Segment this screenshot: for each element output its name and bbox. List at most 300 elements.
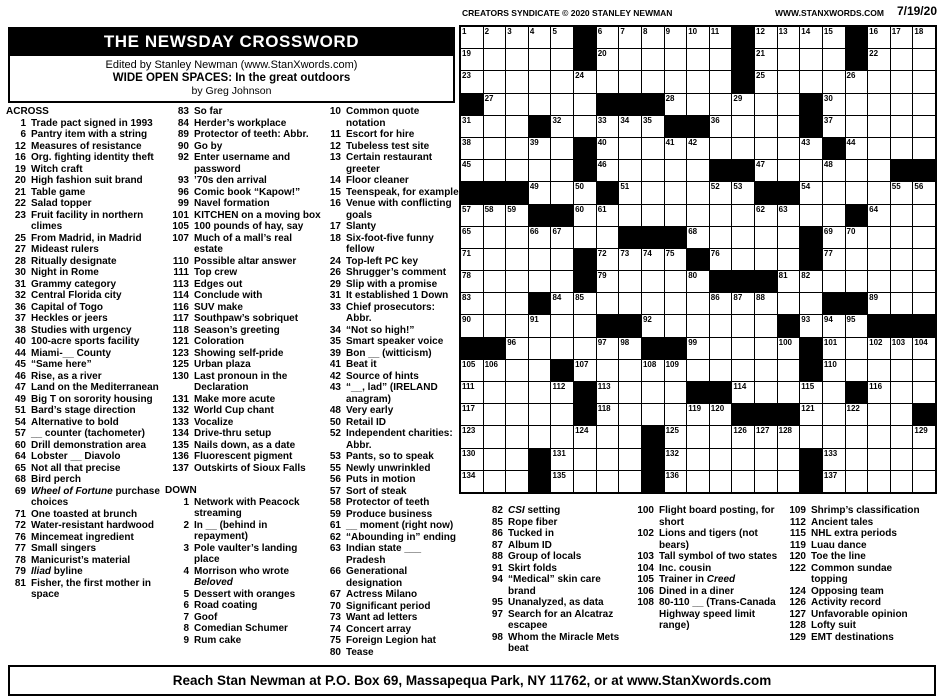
grid-cell[interactable] <box>823 360 845 381</box>
grid-cell[interactable] <box>800 160 822 181</box>
grid-cell[interactable] <box>642 205 664 226</box>
grid-cell[interactable] <box>574 426 596 447</box>
grid-cell[interactable] <box>619 293 641 314</box>
grid-cell[interactable] <box>823 315 845 336</box>
grid-cell[interactable] <box>551 27 573 48</box>
grid-cell[interactable] <box>710 205 732 226</box>
grid-cell[interactable] <box>710 116 732 137</box>
grid-cell[interactable] <box>551 49 573 70</box>
grid-cell[interactable] <box>846 449 868 470</box>
grid-cell[interactable] <box>778 338 800 359</box>
grid-cell[interactable] <box>732 338 754 359</box>
grid-cell[interactable] <box>597 338 619 359</box>
grid-cell[interactable] <box>597 116 619 137</box>
grid-cell[interactable] <box>551 293 573 314</box>
grid-cell[interactable] <box>868 49 890 70</box>
grid-cell[interactable] <box>778 205 800 226</box>
grid-cell[interactable] <box>755 160 777 181</box>
grid-cell[interactable] <box>823 49 845 70</box>
grid-cell[interactable] <box>461 382 483 403</box>
grid-cell[interactable] <box>868 160 890 181</box>
grid-cell[interactable] <box>732 116 754 137</box>
grid-cell[interactable] <box>823 182 845 203</box>
grid-cell[interactable] <box>665 293 687 314</box>
grid-cell[interactable] <box>846 94 868 115</box>
grid-cell[interactable] <box>619 160 641 181</box>
grid-cell[interactable] <box>732 293 754 314</box>
grid-cell[interactable] <box>846 404 868 425</box>
grid-cell[interactable] <box>732 138 754 159</box>
grid-cell[interactable] <box>913 27 935 48</box>
grid-cell[interactable] <box>597 205 619 226</box>
grid-cell[interactable] <box>891 94 913 115</box>
grid-cell[interactable] <box>506 293 528 314</box>
grid-cell[interactable] <box>665 404 687 425</box>
grid-cell[interactable] <box>619 205 641 226</box>
grid-cell[interactable] <box>732 249 754 270</box>
grid-cell[interactable] <box>619 360 641 381</box>
grid-cell[interactable] <box>891 27 913 48</box>
grid-cell[interactable] <box>913 182 935 203</box>
grid-cell[interactable] <box>597 271 619 292</box>
grid-cell[interactable] <box>710 138 732 159</box>
grid-cell[interactable] <box>846 249 868 270</box>
grid-cell[interactable] <box>642 49 664 70</box>
grid-cell[interactable] <box>891 271 913 292</box>
grid-cell[interactable] <box>484 449 506 470</box>
grid-cell[interactable] <box>755 293 777 314</box>
grid-cell[interactable] <box>574 182 596 203</box>
grid-cell[interactable] <box>551 138 573 159</box>
grid-cell[interactable] <box>642 249 664 270</box>
grid-cell[interactable] <box>778 227 800 248</box>
grid-cell[interactable] <box>551 315 573 336</box>
grid-cell[interactable] <box>823 449 845 470</box>
grid-cell[interactable] <box>913 249 935 270</box>
grid-cell[interactable] <box>551 116 573 137</box>
grid-cell[interactable] <box>461 116 483 137</box>
grid-cell[interactable] <box>868 449 890 470</box>
grid-cell[interactable] <box>529 315 551 336</box>
grid-cell[interactable] <box>597 382 619 403</box>
grid-cell[interactable] <box>551 426 573 447</box>
grid-cell[interactable] <box>732 426 754 447</box>
grid-cell[interactable] <box>913 338 935 359</box>
grid-cell[interactable] <box>506 49 528 70</box>
grid-cell[interactable] <box>823 227 845 248</box>
grid-cell[interactable] <box>913 227 935 248</box>
grid-cell[interactable] <box>868 227 890 248</box>
grid-cell[interactable] <box>800 293 822 314</box>
grid-cell[interactable] <box>755 360 777 381</box>
grid-cell[interactable] <box>484 71 506 92</box>
grid-cell[interactable] <box>484 94 506 115</box>
grid-cell[interactable] <box>461 160 483 181</box>
grid-cell[interactable] <box>846 360 868 381</box>
grid-cell[interactable] <box>506 404 528 425</box>
grid-cell[interactable] <box>846 271 868 292</box>
grid-cell[interactable] <box>755 227 777 248</box>
grid-cell[interactable] <box>506 138 528 159</box>
grid-cell[interactable] <box>642 116 664 137</box>
grid-cell[interactable] <box>800 27 822 48</box>
grid-cell[interactable] <box>687 138 709 159</box>
grid-cell[interactable] <box>506 94 528 115</box>
grid-cell[interactable] <box>846 71 868 92</box>
grid-cell[interactable] <box>574 338 596 359</box>
grid-cell[interactable] <box>484 315 506 336</box>
grid-cell[interactable] <box>506 27 528 48</box>
grid-cell[interactable] <box>913 449 935 470</box>
grid-cell[interactable] <box>619 471 641 492</box>
grid-cell[interactable] <box>710 27 732 48</box>
grid-cell[interactable] <box>484 227 506 248</box>
grid-cell[interactable] <box>891 49 913 70</box>
grid-cell[interactable] <box>868 271 890 292</box>
grid-cell[interactable] <box>687 205 709 226</box>
grid-cell[interactable] <box>529 94 551 115</box>
grid-cell[interactable] <box>710 404 732 425</box>
grid-cell[interactable] <box>687 426 709 447</box>
grid-cell[interactable] <box>823 160 845 181</box>
grid-cell[interactable] <box>891 360 913 381</box>
grid-cell[interactable] <box>665 271 687 292</box>
grid-cell[interactable] <box>551 271 573 292</box>
grid-cell[interactable] <box>506 71 528 92</box>
grid-cell[interactable] <box>868 138 890 159</box>
grid-cell[interactable] <box>665 471 687 492</box>
grid-cell[interactable] <box>732 360 754 381</box>
grid-cell[interactable] <box>461 271 483 292</box>
grid-cell[interactable] <box>642 315 664 336</box>
grid-cell[interactable] <box>665 49 687 70</box>
grid-cell[interactable] <box>755 138 777 159</box>
grid-cell[interactable] <box>619 404 641 425</box>
grid-cell[interactable] <box>778 94 800 115</box>
grid-cell[interactable] <box>800 205 822 226</box>
grid-cell[interactable] <box>868 382 890 403</box>
grid-cell[interactable] <box>551 249 573 270</box>
grid-cell[interactable] <box>665 71 687 92</box>
grid-cell[interactable] <box>913 94 935 115</box>
grid-cell[interactable] <box>755 471 777 492</box>
grid-cell[interactable] <box>778 426 800 447</box>
grid-cell[interactable] <box>755 116 777 137</box>
grid-cell[interactable] <box>551 338 573 359</box>
grid-cell[interactable] <box>597 471 619 492</box>
grid-cell[interactable] <box>868 27 890 48</box>
grid-cell[interactable] <box>846 138 868 159</box>
grid-cell[interactable] <box>484 360 506 381</box>
grid-cell[interactable] <box>687 227 709 248</box>
grid-cell[interactable] <box>529 426 551 447</box>
grid-cell[interactable] <box>710 449 732 470</box>
grid-cell[interactable] <box>574 71 596 92</box>
grid-cell[interactable] <box>891 116 913 137</box>
grid-cell[interactable] <box>800 382 822 403</box>
grid-cell[interactable] <box>778 138 800 159</box>
grid-cell[interactable] <box>778 71 800 92</box>
grid-cell[interactable] <box>506 315 528 336</box>
grid-cell[interactable] <box>755 71 777 92</box>
grid-cell[interactable] <box>755 27 777 48</box>
grid-cell[interactable] <box>597 27 619 48</box>
grid-cell[interactable] <box>846 338 868 359</box>
grid-cell[interactable] <box>574 94 596 115</box>
grid-cell[interactable] <box>710 249 732 270</box>
grid-cell[interactable] <box>597 249 619 270</box>
grid-cell[interactable] <box>823 426 845 447</box>
grid-cell[interactable] <box>574 360 596 381</box>
grid-cell[interactable] <box>755 205 777 226</box>
grid-cell[interactable] <box>732 449 754 470</box>
grid-cell[interactable] <box>891 382 913 403</box>
grid-cell[interactable] <box>506 449 528 470</box>
grid-cell[interactable] <box>891 182 913 203</box>
grid-cell[interactable] <box>597 71 619 92</box>
grid-cell[interactable] <box>868 338 890 359</box>
grid-cell[interactable] <box>506 360 528 381</box>
grid-cell[interactable] <box>529 49 551 70</box>
grid-cell[interactable] <box>687 360 709 381</box>
grid-cell[interactable] <box>642 293 664 314</box>
grid-cell[interactable] <box>868 249 890 270</box>
grid-cell[interactable] <box>642 138 664 159</box>
grid-cell[interactable] <box>597 449 619 470</box>
grid-cell[interactable] <box>823 249 845 270</box>
grid-cell[interactable] <box>665 205 687 226</box>
grid-cell[interactable] <box>913 205 935 226</box>
grid-cell[interactable] <box>778 116 800 137</box>
grid-cell[interactable] <box>506 205 528 226</box>
grid-cell[interactable] <box>710 338 732 359</box>
grid-cell[interactable] <box>823 404 845 425</box>
grid-cell[interactable] <box>529 338 551 359</box>
grid-cell[interactable] <box>619 27 641 48</box>
grid-cell[interactable] <box>484 293 506 314</box>
grid-cell[interactable] <box>619 116 641 137</box>
grid-cell[interactable] <box>687 160 709 181</box>
grid-cell[interactable] <box>913 382 935 403</box>
grid-cell[interactable] <box>823 471 845 492</box>
grid-cell[interactable] <box>913 426 935 447</box>
grid-cell[interactable] <box>687 271 709 292</box>
grid-cell[interactable] <box>778 382 800 403</box>
grid-cell[interactable] <box>823 382 845 403</box>
grid-cell[interactable] <box>642 404 664 425</box>
grid-cell[interactable] <box>687 293 709 314</box>
grid-cell[interactable] <box>710 94 732 115</box>
grid-cell[interactable] <box>529 71 551 92</box>
grid-cell[interactable] <box>597 426 619 447</box>
grid-cell[interactable] <box>868 71 890 92</box>
grid-cell[interactable] <box>846 160 868 181</box>
grid-cell[interactable] <box>597 49 619 70</box>
grid-cell[interactable] <box>687 404 709 425</box>
grid-cell[interactable] <box>823 116 845 137</box>
grid-cell[interactable] <box>574 227 596 248</box>
grid-cell[interactable] <box>868 404 890 425</box>
grid-cell[interactable] <box>506 249 528 270</box>
grid-cell[interactable] <box>574 471 596 492</box>
grid-cell[interactable] <box>868 182 890 203</box>
grid-cell[interactable] <box>461 71 483 92</box>
grid-cell[interactable] <box>574 116 596 137</box>
grid-cell[interactable] <box>687 49 709 70</box>
grid-cell[interactable] <box>846 182 868 203</box>
grid-cell[interactable] <box>665 27 687 48</box>
grid-cell[interactable] <box>846 471 868 492</box>
grid-cell[interactable] <box>755 94 777 115</box>
grid-cell[interactable] <box>755 249 777 270</box>
grid-cell[interactable] <box>868 471 890 492</box>
grid-cell[interactable] <box>619 449 641 470</box>
grid-cell[interactable] <box>687 27 709 48</box>
grid-cell[interactable] <box>642 382 664 403</box>
grid-cell[interactable] <box>846 315 868 336</box>
grid-cell[interactable] <box>913 293 935 314</box>
grid-cell[interactable] <box>732 315 754 336</box>
grid-cell[interactable] <box>484 249 506 270</box>
grid-cell[interactable] <box>868 293 890 314</box>
grid-cell[interactable] <box>461 49 483 70</box>
grid-cell[interactable] <box>619 182 641 203</box>
grid-cell[interactable] <box>461 205 483 226</box>
grid-cell[interactable] <box>823 271 845 292</box>
grid-cell[interactable] <box>529 382 551 403</box>
grid-cell[interactable] <box>665 249 687 270</box>
grid-cell[interactable] <box>597 293 619 314</box>
grid-cell[interactable] <box>732 182 754 203</box>
grid-cell[interactable] <box>597 360 619 381</box>
grid-cell[interactable] <box>484 426 506 447</box>
grid-cell[interactable] <box>710 293 732 314</box>
grid-cell[interactable] <box>665 315 687 336</box>
grid-cell[interactable] <box>755 315 777 336</box>
grid-cell[interactable] <box>461 249 483 270</box>
grid-cell[interactable] <box>710 426 732 447</box>
grid-cell[interactable] <box>461 27 483 48</box>
grid-cell[interactable] <box>484 49 506 70</box>
grid-cell[interactable] <box>484 116 506 137</box>
grid-cell[interactable] <box>574 449 596 470</box>
grid-cell[interactable] <box>551 227 573 248</box>
grid-cell[interactable] <box>778 271 800 292</box>
grid-cell[interactable] <box>868 94 890 115</box>
grid-cell[interactable] <box>506 382 528 403</box>
grid-cell[interactable] <box>913 71 935 92</box>
grid-cell[interactable] <box>687 182 709 203</box>
grid-cell[interactable] <box>484 382 506 403</box>
grid-cell[interactable] <box>619 249 641 270</box>
grid-cell[interactable] <box>891 249 913 270</box>
grid-cell[interactable] <box>868 116 890 137</box>
grid-cell[interactable] <box>800 138 822 159</box>
grid-cell[interactable] <box>755 338 777 359</box>
grid-cell[interactable] <box>506 271 528 292</box>
grid-cell[interactable] <box>778 360 800 381</box>
grid-cell[interactable] <box>800 426 822 447</box>
grid-cell[interactable] <box>619 338 641 359</box>
grid-cell[interactable] <box>778 27 800 48</box>
grid-cell[interactable] <box>913 116 935 137</box>
grid-cell[interactable] <box>484 160 506 181</box>
grid-cell[interactable] <box>891 426 913 447</box>
grid-cell[interactable] <box>778 249 800 270</box>
grid-cell[interactable] <box>732 471 754 492</box>
grid-cell[interactable] <box>551 471 573 492</box>
grid-cell[interactable] <box>710 315 732 336</box>
grid-cell[interactable] <box>506 227 528 248</box>
grid-cell[interactable] <box>619 49 641 70</box>
grid-cell[interactable] <box>461 227 483 248</box>
grid-cell[interactable] <box>642 27 664 48</box>
grid-cell[interactable] <box>800 271 822 292</box>
grid-cell[interactable] <box>529 404 551 425</box>
grid-cell[interactable] <box>665 449 687 470</box>
grid-cell[interactable] <box>597 138 619 159</box>
grid-cell[interactable] <box>710 360 732 381</box>
grid-cell[interactable] <box>710 71 732 92</box>
grid-cell[interactable] <box>891 138 913 159</box>
grid-cell[interactable] <box>529 227 551 248</box>
grid-cell[interactable] <box>891 449 913 470</box>
grid-cell[interactable] <box>619 138 641 159</box>
grid-cell[interactable] <box>823 94 845 115</box>
grid-cell[interactable] <box>597 404 619 425</box>
grid-cell[interactable] <box>778 49 800 70</box>
grid-cell[interactable] <box>710 49 732 70</box>
grid-cell[interactable] <box>846 426 868 447</box>
grid-cell[interactable] <box>778 471 800 492</box>
grid-cell[interactable] <box>800 71 822 92</box>
grid-cell[interactable] <box>800 182 822 203</box>
grid-cell[interactable] <box>484 471 506 492</box>
grid-cell[interactable] <box>778 449 800 470</box>
grid-cell[interactable] <box>913 471 935 492</box>
grid-cell[interactable] <box>687 338 709 359</box>
grid-cell[interactable] <box>461 404 483 425</box>
grid-cell[interactable] <box>461 426 483 447</box>
grid-cell[interactable] <box>868 426 890 447</box>
grid-cell[interactable] <box>484 27 506 48</box>
grid-cell[interactable] <box>846 116 868 137</box>
grid-cell[interactable] <box>551 404 573 425</box>
grid-cell[interactable] <box>913 49 935 70</box>
grid-cell[interactable] <box>800 49 822 70</box>
grid-cell[interactable] <box>687 94 709 115</box>
grid-cell[interactable] <box>665 360 687 381</box>
grid-cell[interactable] <box>619 382 641 403</box>
grid-cell[interactable] <box>642 182 664 203</box>
grid-cell[interactable] <box>665 382 687 403</box>
grid-cell[interactable] <box>461 315 483 336</box>
grid-cell[interactable] <box>506 471 528 492</box>
grid-cell[interactable] <box>800 404 822 425</box>
grid-cell[interactable] <box>484 271 506 292</box>
grid-cell[interactable] <box>732 382 754 403</box>
grid-cell[interactable] <box>913 138 935 159</box>
grid-cell[interactable] <box>551 71 573 92</box>
grid-cell[interactable] <box>891 338 913 359</box>
grid-cell[interactable] <box>597 160 619 181</box>
grid-cell[interactable] <box>506 116 528 137</box>
grid-cell[interactable] <box>778 293 800 314</box>
grid-cell[interactable] <box>484 404 506 425</box>
grid-cell[interactable] <box>529 360 551 381</box>
grid-cell[interactable] <box>868 205 890 226</box>
grid-cell[interactable] <box>891 205 913 226</box>
